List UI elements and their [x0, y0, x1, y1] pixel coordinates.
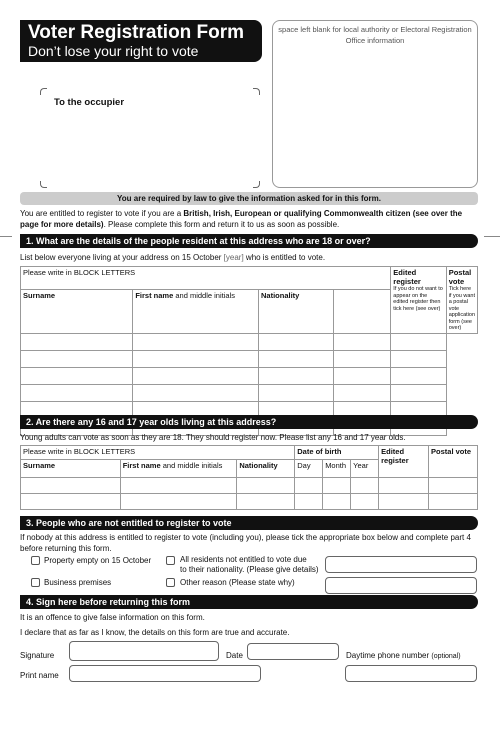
- occupier-label: To the occupier: [54, 97, 125, 108]
- edited-register-title: Edited register: [393, 268, 421, 286]
- edited-register-note: If you do not want to appear on the edited register then tick here (see over): [393, 286, 443, 312]
- day-cell[interactable]: [295, 478, 323, 494]
- nationality-cell[interactable]: [237, 478, 295, 494]
- block-letters-note: Please write in BLOCK LETTERS: [21, 267, 391, 290]
- adults-table: [20, 266, 478, 436]
- section-1-year: [year]: [223, 253, 244, 262]
- first-name-cell[interactable]: [120, 478, 237, 494]
- surname-header: Surname: [21, 290, 133, 333]
- block-letters-note-2: Please write in BLOCK LETTERS: [21, 446, 295, 460]
- date-field[interactable]: [247, 643, 339, 660]
- first-name-header-2-rest: and middle initials: [160, 461, 223, 470]
- postal-vote-cell[interactable]: [391, 367, 446, 384]
- date-of-birth-header: Date of birth: [295, 446, 379, 460]
- year-cell[interactable]: [351, 494, 379, 510]
- property-empty-checkbox[interactable]: [31, 556, 40, 565]
- phone-label: [346, 651, 461, 660]
- section-1-heading: 1. What are the details of the people resident at this address who are 18 or over?: [20, 234, 478, 248]
- intro-text-1: You are entitled to register to vote if you are a: [20, 209, 184, 218]
- first-name-header: [133, 290, 259, 333]
- other-reason-checkbox[interactable]: [166, 578, 175, 587]
- nationality-checkbox[interactable]: [166, 556, 175, 565]
- phone-optional-note: (optional): [431, 653, 461, 660]
- cut-mark-left: [0, 236, 12, 237]
- postal-vote-cell[interactable]: [429, 478, 478, 494]
- day-header: Day: [295, 460, 323, 478]
- cut-mark-right: [484, 236, 500, 237]
- edited-register-cell[interactable]: [334, 384, 391, 401]
- nationality-label-line2: to their nationality. (Please give details): [180, 565, 319, 574]
- intro-text-bold: British, Irish, European or qualifying Commonwealth citizen (see over the page for more details): [20, 209, 463, 229]
- nationality-cell[interactable]: [258, 384, 333, 401]
- nationality-cell[interactable]: [258, 350, 333, 367]
- year-cell[interactable]: [351, 478, 379, 494]
- nationality-label-line1: All residents not entitled to vote due: [180, 555, 307, 564]
- nationality-cell[interactable]: [258, 333, 333, 350]
- surname-cell[interactable]: [21, 333, 133, 350]
- edited-register-cell[interactable]: [379, 494, 429, 510]
- section-1-instruction-b: who is entitled to vote.: [243, 253, 326, 262]
- print-name-field[interactable]: [69, 665, 261, 682]
- nationality-cell[interactable]: [258, 367, 333, 384]
- authority-info-note: space left blank for local authority or Electoral Registration Office information: [278, 25, 472, 45]
- postal-vote-cell[interactable]: [391, 350, 446, 367]
- form-subtitle: Don’t lose your right to vote: [28, 43, 199, 59]
- edited-register-header-2: Edited register: [379, 446, 429, 478]
- phone-label-text: Daytime phone number: [346, 651, 430, 660]
- postal-vote-header: [446, 267, 477, 334]
- month-header: Month: [323, 460, 351, 478]
- nationality-label: [180, 555, 319, 575]
- postal-vote-cell[interactable]: [391, 333, 446, 350]
- authority-info-box: [272, 20, 478, 188]
- corner-mark: [40, 88, 47, 95]
- corner-mark: [253, 181, 260, 188]
- corner-mark: [40, 181, 47, 188]
- surname-cell[interactable]: [21, 494, 121, 510]
- edited-register-cell[interactable]: [379, 478, 429, 494]
- first-name-header-rest: and middle initials: [173, 291, 235, 301]
- month-cell[interactable]: [323, 494, 351, 510]
- address-window: [40, 88, 260, 188]
- postal-vote-header-2: Postal vote: [429, 446, 478, 478]
- postal-vote-cell[interactable]: [391, 384, 446, 401]
- print-name-label: Print name: [20, 671, 59, 680]
- other-reason-field[interactable]: [325, 577, 477, 594]
- surname-cell[interactable]: [21, 384, 133, 401]
- section-1-instruction: [20, 252, 325, 263]
- surname-cell[interactable]: [21, 478, 121, 494]
- form-title: Voter Registration Form: [28, 22, 245, 43]
- date-label: Date: [226, 651, 243, 660]
- day-cell[interactable]: [295, 494, 323, 510]
- property-empty-label: Property empty on 15 October: [44, 556, 152, 565]
- business-premises-label: Business premises: [44, 578, 112, 587]
- first-name-cell[interactable]: [133, 384, 259, 401]
- surname-cell[interactable]: [21, 367, 133, 384]
- edited-register-cell[interactable]: [334, 350, 391, 367]
- section-1-instruction-a: List below everyone living at your address on 15 October: [20, 253, 224, 262]
- postal-vote-title: Postal vote: [448, 268, 472, 286]
- section-2-instruction: Young adults can vote as soon as they are 18. They should register now. Please list any 16 and 17 year olds.: [20, 433, 406, 442]
- first-name-header-2-bold: First name: [122, 461, 161, 470]
- declaration-text: I declare that as far as I know, the details on this form are true and accurate.: [20, 628, 290, 637]
- first-name-header-2: [120, 460, 237, 478]
- section-3-instruction: If nobody at this address is entitled to register to vote (including you), please tick the appropriate box below and complete part 4 before returning this form.: [20, 533, 471, 553]
- first-name-cell[interactable]: [133, 333, 259, 350]
- young-adults-table: [20, 445, 478, 510]
- signature-label: Signature: [20, 651, 55, 660]
- signature-field[interactable]: [69, 641, 219, 661]
- edited-register-cell[interactable]: [334, 367, 391, 384]
- month-cell[interactable]: [323, 478, 351, 494]
- edited-register-header: [391, 267, 446, 334]
- first-name-cell[interactable]: [133, 350, 259, 367]
- section-3-heading: 3. People who are not entitled to register to vote: [20, 516, 478, 530]
- surname-cell[interactable]: [21, 350, 133, 367]
- nationality-header-2: Nationality: [237, 460, 295, 478]
- surname-header-2: Surname: [21, 460, 121, 478]
- year-header: Year: [351, 460, 379, 478]
- offence-warning: It is an offence to give false information on this form.: [20, 613, 205, 622]
- first-name-header-bold: First name: [135, 291, 174, 301]
- intro-paragraph: [20, 208, 480, 230]
- edited-register-cell[interactable]: [334, 333, 391, 350]
- first-name-cell[interactable]: [120, 494, 237, 510]
- section-2-heading: 2. Are there any 16 and 17 year olds living at this address?: [20, 415, 478, 429]
- nationality-cell[interactable]: [237, 494, 295, 510]
- first-name-cell[interactable]: [133, 367, 259, 384]
- phone-field[interactable]: [345, 665, 477, 682]
- postal-vote-cell[interactable]: [429, 494, 478, 510]
- postal-vote-note: Tick here if you want a postal vote application form (see over): [448, 286, 475, 331]
- intro-text-2: . Please complete this form and return it to us as soon as possible.: [103, 220, 340, 229]
- section-4-heading: 4. Sign here before returning this form: [20, 595, 478, 609]
- legal-notice-bar: You are required by law to give the information asked for in this form.: [20, 192, 478, 205]
- nationality-header: Nationality: [258, 290, 333, 333]
- nationality-details-field[interactable]: [325, 556, 477, 573]
- corner-mark: [253, 88, 260, 95]
- other-reason-label: Other reason (Please state why): [180, 578, 295, 587]
- business-premises-checkbox[interactable]: [31, 578, 40, 587]
- form-title-block: [20, 20, 262, 62]
